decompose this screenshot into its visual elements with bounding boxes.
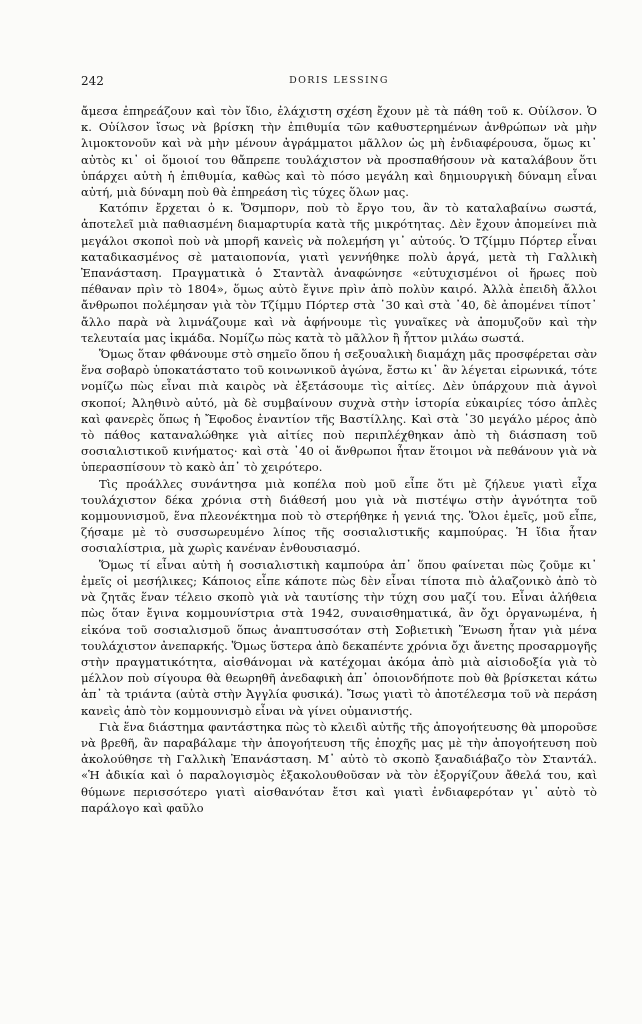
page-header bbox=[81, 74, 597, 90]
page-number: 242 bbox=[81, 74, 104, 88]
paragraph: Τὶς προάλλες συνάντησα μιὰ κοπέλα ποὺ μοῦ εἶπε ὅτι μὲ ζήλευε γιατὶ εἶχα τουλάχιστον δέκα χρόνια στὴ διάθεσή μου γιὰ νὰ πιστέψω στὴν ἀγνότητα τοῦ κομμουνισμοῦ, ἕνα πλεονέκτημα ποὺ τὸ στερήθηκε ἡ γενιά της. Ὅλοι ἐμεῖς, μοῦ εἶπε, ζήσαμε μὲ τὸ συσσωρευμένο λίπος τῆς σοσιαλιστικῆς καμπούρας. Ἡ ἴδια ἦταν σοσιαλίστρια, μὰ χωρὶς κανέναν ἐνθουσιασμό. bbox=[81, 476, 597, 556]
running-head: DORIS LESSING bbox=[289, 75, 389, 86]
paragraph: Ὅμως τί εἶναι αὐτὴ ἡ σοσιαλιστικὴ καμπούρα ἀπ᾿ ὅπου φαίνεται πὼς ζοῦμε κι᾿ ἐμεῖς οἱ μεσήλικες; Κάποιος εἶπε κάποτε πὼς δὲν εἶναι τίποτα πιὸ ἀλαζονικὸ ἀπὸ τὸ νὰ ζητᾶς ἕναν τέλειο σκοπὸ γιὰ νὰ ταυτίσης τὴν τύχη σου μαζί του. Εἶναι ἀλήθεια πὼς ὅταν ἔγινα κομμουνίστρια στὰ 1942, συναισθηματικά, ἂν ὄχι ὀργανωμένα, ἡ εἰκόνα τοῦ σοσιαλισμοῦ ὅπως ἀναπτυσσόταν στὴ Σοβιετικὴ Ἕνωση ἦταν γιὰ μένα τουλάχιστον ἀνεπαρκής. Ὅμως ὕστερα ἀπὸ δεκαπέντε χρόνια ὄχι ἄνετης προσαρμογῆς στὴν πραγματικότητα, αἰσθάνομαι νὰ κατέχομαι ἀκόμα ἀπὸ μιὰ αἰσιοδοξία γιὰ τὸ μέλλον ποὺ σίγουρα θὰ θεωρηθῆ ἀνεδαφικὴ ἀπ᾿ ὁποιονδήποτε ποὺ θὰ βρίσκεται κάτω ἀπ᾿ τὰ τριάντα (αὐτὰ στὴν Ἀγγλία φυσικά). Ἴσως γιατὶ τὸ ἀποτέλεσμα τοῦ νὰ περάση κανεὶς ἀπὸ τὸν κομμουνισμὸ εἶναι νὰ γίνει οὑμανιστής. bbox=[81, 557, 597, 718]
paragraph: Κατόπιν ἔρχεται ὁ κ. Ὄσμπορν, ποὺ τὸ ἔργο του, ἂν τὸ καταλαβαίνω σωστά, ἀποτελεῖ μιὰ παθιασμένη διαμαρτυρία κατὰ τῆς μικρότητας. Δὲν ἔχουν ἀπομείνει πιὰ μεγάλοι σκοποὶ ποὺ νὰ μπορῆ κανεὶς νὰ πολεμήση γι᾿ αὐτούς. Ὁ Τζίμμυ Πόρτερ εἶναι καταδικασμένος σὲ ματαιοπονία, γιατὶ γεννήθηκε πολὺ ἀργά, μετὰ τὴ Γαλλικὴ Ἐπανάσταση. Πραγματικὰ ὁ Σταντὰλ ἀναφώνησε «εὐτυχισμένοι οἱ ἥρωες ποὺ πέθαναν πρὶν τὸ 1804», ὅμως αὐτὸ ἔγινε πρὶν ἀπὸ πολὺν καιρό. Ἀλλὰ ἐπειδὴ ἄλλοι ἄνθρωποι πολέμησαν γιὰ τὸν Τζίμμυ Πόρτερ στὰ ᾿30 καὶ στὰ ᾿40, δὲ ἀπομένει τίποτ᾿ ἄλλο παρὰ νὰ λιμνάζουμε καὶ νὰ ἀφήνουμε τὶς γυναῖκες νὰ ἀπομυζοῦν καὶ τὴν τελευταία μας ἰκμάδα. Νομίζω πὼς κατὰ τὸ μᾶλλον ἢ ἧττον μιλάω σωστά. bbox=[81, 201, 597, 345]
paragraph: Ὅμως ὅταν φθάνουμε στὸ σημεῖο ὅπου ἡ σεξουαλικὴ διαμάχη μᾶς προσφέρεται σὰν ἕνα σοβαρὸ ὑποκατάστατο τοῦ κοινωνικοῦ ἀγώνα, ἔστω κι᾿ ἂν λέγεται εἰρωνικά, τότε νομίζω πὼς εἶναι πιὰ καιρὸς νὰ ἐξετάσουμε τὶς αἰτίες. Δὲν ὑπάρχουν πιὰ ἁγνοὶ σκοποί; Ἀληθινὸ αὐτό, μὰ δὲ συμβαίνουν συχνὰ στὴν ἱστορία εὐκαιρίες τόσο ἁπλὲς καὶ φανερὲς ὅπως ἡ Ἔφοδος ἐναντίον τῆς Βαστίλλης. Καὶ στὰ ᾿30 μεγάλο μέρος ἀπὸ τὸ πάθος καταναλώθηκε γιὰ αἰτίες ποὺ περιπλέχθηκαν ἀπὸ τὴ διάσπαση τοῦ σοσιαλιστικοῦ κινήματος· καὶ στὰ ᾿40 οἱ ἄνθρωποι ἦταν ἕτοιμοι νὰ πεθάνουν γιὰ νὰ ὑπερασπίσουν τὸ κακὸ ἀπ᾿ τὸ χειρότερο. bbox=[81, 347, 597, 475]
paragraph: ἄμεσα ἐπηρεάζουν καὶ τὸν ἴδιο, ἐλάχιστη σχέση ἔχουν μὲ τὰ πάθη τοῦ κ. Οὐίλσον. Ὁ κ. Οὐίλσον ἴσως νὰ βρίσκη τὴν ἐπιθυμία τῶν καθυστερημένων ἀνθρώπων νὰ μὴν λιμοκτονοῦν καὶ νὰ μὴν μένουν ἀγράμματοι μᾶλλον ὡς μὴ ἐνδιαφέρουσα, ὅμως κι᾿ αὐτὸς κι᾿ οἱ ὅμοιοί του θἄπρεπε τουλάχιστον νὰ προσπαθήσουν νὰ καταλάβουν ὅτι ὑπάρχει αὐτὴ ἡ ἐπιθυμία, καθὼς καὶ τὸ πόσο μεγάλη καὶ δημιουργικὴ δύναμη εἶναι αὐτή, μιὰ δύναμη ποὺ θὰ ἐπηρεάση τὶς τύχες ὅλων μας. bbox=[81, 104, 597, 200]
body-text bbox=[81, 103, 597, 816]
paragraph: Γιὰ ἕνα διάστημα φαντάστηκα πὼς τὸ κλειδὶ αὐτῆς τῆς ἀπογοήτευσης θὰ μποροῦσε νὰ βρεθῆ, ἂν παραβάλαμε τὴν ἀπογοήτευση τῆς ἐποχῆς μας μὲ τὴν ἀπογοήτευση ποὺ ἀκολούθησε τὴ Γαλλικὴ Ἐπανάσταση. Μ᾿ αὐτὸ τὸ σκοπὸ ξαναδιάβαζο τὸν Σταντάλ. «Ἡ ἀδικία καὶ ὁ παραλογισμὸς ἐξακολουθοῦσαν νὰ τὸν ἐξοργίζουν ἄθελά του, καὶ θύμωνε περισσότερο γιατὶ αἰσθανόταν ἔτσι καὶ γιατὶ ἐνδιαφερόταν γι᾿ αὐτὸ τὸ παράλογο καὶ φαῦλο bbox=[81, 719, 597, 815]
